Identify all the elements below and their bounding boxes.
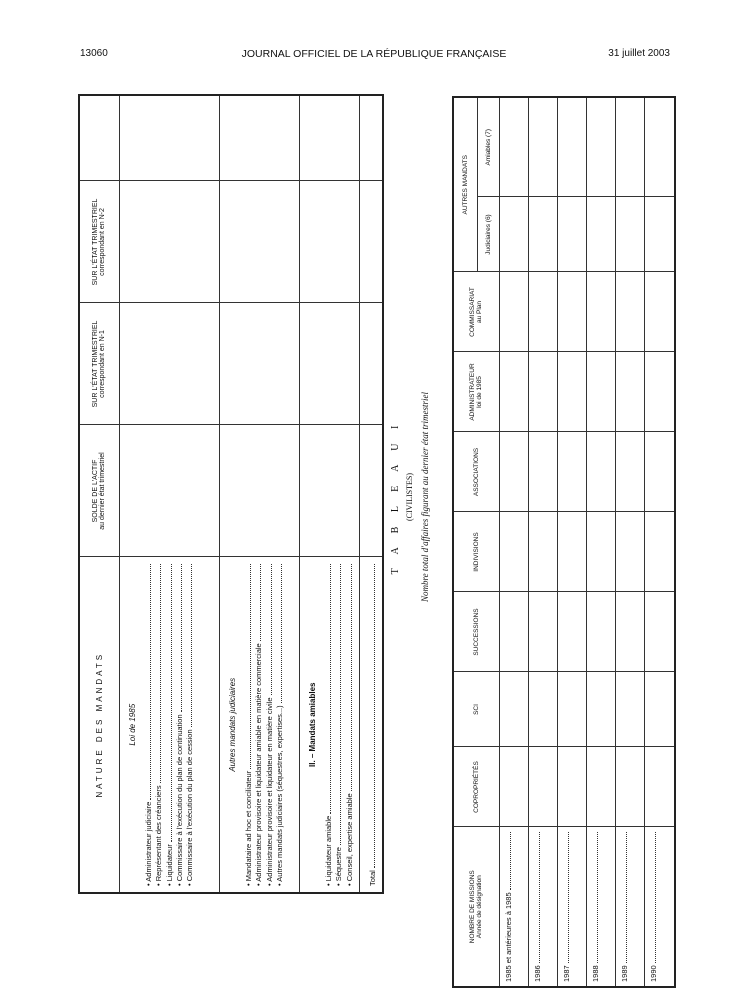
missions-table-rotated xyxy=(452,98,676,988)
col-indivisions: INDIVISIONS xyxy=(453,512,499,592)
year-cell: 1985 et antérieures à 1985 xyxy=(499,827,528,987)
list-item: • Autres mandats judiciaires (séquestres, expertises...) xyxy=(275,564,285,887)
table-row xyxy=(587,97,616,987)
table-row xyxy=(645,97,675,987)
col-coproprietes: COPROPRIÉTÉS xyxy=(453,747,499,827)
n2-header-line2: correspondant en N-2 xyxy=(99,208,107,276)
list-item: • Liquidateur amiable xyxy=(324,564,334,887)
table-caption-rotated xyxy=(390,102,450,892)
table-row xyxy=(528,97,557,987)
section-autres-mandats xyxy=(219,557,299,893)
extra-header xyxy=(79,95,119,181)
col-successions: SUCCESSIONS xyxy=(453,592,499,672)
list-item: • Administrateur provisoire et liquidateur en matière civile xyxy=(265,564,275,887)
first-col-header-line1: NOMBRE DE MISSIONS xyxy=(469,870,477,944)
year-cell: 1987 xyxy=(557,827,586,987)
list-item: • Administrateur provisoire et liquidateur amiable en matière commerciale xyxy=(254,564,264,887)
n1-header xyxy=(79,303,119,425)
section-title: Autres mandats judiciaires xyxy=(227,677,237,772)
mandates-table xyxy=(78,94,384,894)
list-item: • Administrateur judiciaire xyxy=(144,564,154,887)
col-commissariat-line2: au Plan xyxy=(476,300,484,324)
col-administrateur-line2: loi de 1985 xyxy=(476,376,484,408)
first-col-header xyxy=(453,827,499,987)
table-row xyxy=(499,97,528,987)
col-commissariat-line1: COMMISSARIAT xyxy=(469,287,477,337)
col-sci: SCI xyxy=(453,672,499,747)
caption-subtitle: (CIVILISTES) xyxy=(405,473,414,521)
list-item: • Conseil, expertise amiable xyxy=(345,564,355,887)
solde-header-line2: au dernier état trimestriel xyxy=(99,452,107,530)
list-item: • Mandataire ad hoc et conciliateur xyxy=(244,564,254,887)
col-administrateur xyxy=(453,352,499,432)
section-title: Loi de 1985 xyxy=(127,703,137,746)
col-administrateur-line1: ADMINISTRATEUR xyxy=(469,363,477,421)
list-item: • Séquestre xyxy=(334,564,344,887)
caption-line: Nombre total d'affaires figurant au dernier état trimestriel xyxy=(420,392,430,603)
list-item: • Liquidateur xyxy=(165,564,175,887)
year-cell: 1988 xyxy=(587,827,616,987)
col-commissariat xyxy=(453,272,499,352)
nature-header: NATURE DES MANDATS xyxy=(79,557,119,893)
col-judiciaires: Judiciaires (6) xyxy=(477,197,499,272)
year-cell: 1986 xyxy=(528,827,557,987)
section-mandats-amiables xyxy=(299,557,359,893)
section-title: II. – Mandats amiables xyxy=(307,682,317,767)
list-item: • Commissaire à l'exécution du plan de cession xyxy=(185,564,195,887)
col-associations: ASSOCIATIONS xyxy=(453,432,499,512)
solde-header-line1: SOLDE DE L'ACTIF xyxy=(92,459,100,523)
total-row xyxy=(359,557,383,893)
solde-header xyxy=(79,425,119,557)
n1-header-line1: SUR L'ÉTAT TRIMESTRIEL xyxy=(92,320,100,408)
list-item: • Commissaire à l'exécution du plan de continuation xyxy=(175,564,185,887)
col-autres-mandats: AUTRES MANDATS xyxy=(453,97,477,272)
issue-date: 31 juillet 2003 xyxy=(608,48,670,59)
table-row xyxy=(557,97,586,987)
table-caption xyxy=(390,102,430,892)
year-cell: 1990 xyxy=(645,827,675,987)
missions-table xyxy=(452,96,676,988)
first-col-header-line2: Année de désignation xyxy=(476,875,484,939)
n1-header-line2: correspondant en N-1 xyxy=(99,330,107,398)
caption-title: T A B L E A U I xyxy=(390,419,401,575)
n2-header-line1: SUR L'ÉTAT TRIMESTRIEL xyxy=(92,198,100,286)
list-item: • Représentant des créanciers xyxy=(154,564,164,887)
page-number: 13060 xyxy=(80,48,108,59)
year-cell: 1989 xyxy=(616,827,645,987)
section-loi-1985 xyxy=(119,557,219,893)
table-row xyxy=(616,97,645,987)
journal-title: JOURNAL OFFICIEL DE LA RÉPUBLIQUE FRANÇAISE xyxy=(241,48,507,60)
n2-header xyxy=(79,181,119,303)
mandates-table-rotated xyxy=(78,96,377,894)
col-amiables: Amiables (7) xyxy=(477,97,499,197)
total-label: Total xyxy=(368,564,378,887)
